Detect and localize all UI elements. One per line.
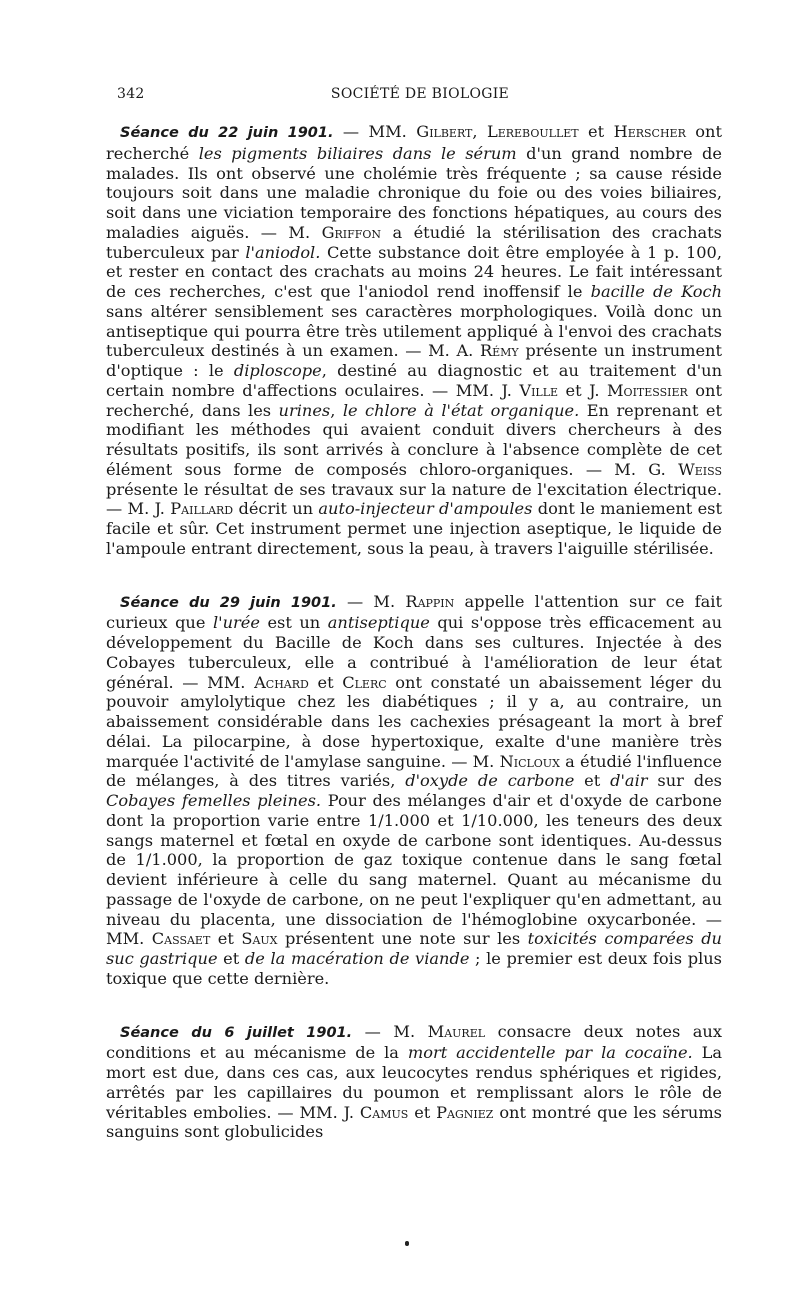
text-run: dont le maniement est facile et sûr. Cet instrument permet une injection aseptique, le liquide de l'ampoule entrant directement, sous la peau, à travers l'aiguille stérilisée. [106, 499, 722, 558]
text-run: ont recherché, dans les [106, 380, 722, 420]
author-name: Moitessier [606, 380, 688, 400]
stray-ink-dot [405, 1241, 409, 1246]
italic-phrase: mort accidentelle par la cocaïne. [407, 1043, 693, 1063]
text-run: ; le premier est deux fois plus toxique que cette dernière. [106, 949, 722, 988]
text-run: En reprenant et modifiant les méthodes qui avaient conduit divers chercheurs à des résultats positifs, ils sont arrivés à conclure à l'absence complète de cet élément sous forme de composés chloro-organiques. — M. G. [106, 400, 722, 479]
text-run: , [330, 400, 343, 420]
session-paragraph [106, 592, 722, 989]
page-header [117, 86, 723, 108]
text-run: — MM. [333, 122, 417, 141]
italic-phrase: antiseptique [327, 613, 430, 633]
session-paragraph [106, 122, 722, 559]
italic-phrase: toxicités comparées du suc gastrique [106, 929, 722, 968]
italic-phrase: l'urée [212, 613, 260, 633]
text-run: et [574, 771, 611, 791]
text-run: Cette substance doit être employée à 1 p. 100, et rester en contact des crachats au moins 24 heures. Le fait intéressant de ces recherches, c'est que l'aniodol rend inoffensif le [106, 242, 722, 301]
text-run: et [308, 672, 343, 692]
author-name: Cassaet [151, 929, 211, 949]
italic-phrase: d'oxyde de carbone [405, 771, 575, 791]
session-date: Séance du 6 juillet 1901. [120, 1024, 353, 1041]
text-run: , [472, 122, 487, 141]
author-name: Pagniez [436, 1102, 494, 1122]
italic-phrase: d'air [610, 771, 648, 791]
author-name: Herscher [613, 122, 686, 141]
italic-phrase: diploscope [233, 361, 322, 380]
text-run: et [578, 122, 614, 141]
text-run: sur des [647, 771, 722, 791]
author-name: Clerc [342, 672, 387, 692]
author-name: Weiss [678, 459, 722, 479]
session-paragraph [106, 1022, 722, 1143]
text-run: qui s'oppose très efficacement au développement du Bacille de Koch dans ses cultures. Injectée à des Cobayes tuberculeux, elle a contribué à l'amélioration de leur état général. — MM. [106, 613, 722, 692]
author-name: Lereboullet [486, 122, 579, 141]
author-name: Paillard [170, 499, 234, 519]
running-head: SOCIÉTÉ DE BIOLOGIE [330, 86, 510, 102]
text-run: et [408, 1102, 437, 1122]
text-run: et [217, 949, 245, 968]
italic-phrase: urines [278, 400, 331, 420]
author-name: Camus [359, 1102, 409, 1122]
session-date: Séance du 22 juin 1901. [120, 125, 334, 141]
text-run: présentent une note sur les [277, 929, 528, 949]
italic-phrase: les pigments biliaires dans le sérum [198, 143, 517, 163]
text-run: sans altérer sensiblement ses caractères morphologiques. Voilà donc un antiseptique qui pourra être très utilement appliqué à l'envoi des crachats tuberculeux destinés à un examen. — M. A. [106, 301, 722, 361]
author-name: Maurel [427, 1021, 486, 1041]
italic-phrase: Cobayes femelles pleines. [106, 791, 322, 810]
text-run: d'un grand nombre de malades. Ils ont observé une cholémie très fréquente ; sa cause réside toujours soit dans une maladie chronique du foie ou des voies biliaires, soit dans une viciation temporaire des fonctions hépatiques, au cours des maladies aiguës. — M. [106, 143, 722, 242]
text-run: ont montré que les sérums sanguins sont globulicides [106, 1102, 722, 1142]
author-name: Gilbert [416, 122, 473, 141]
author-name: Ville [519, 380, 559, 400]
text-run: est un [259, 613, 328, 633]
italic-phrase: le chlore à l'état organique. [342, 400, 580, 420]
text-run: ont constaté un abaissement léger du pouvoir amylolytique chez les diabétiques ; il y a, au contraire, un abaissement considérable dans les cachexies présageant la mort à bref délai. La pilocarpine, à dose hypertoxique, exalte d'une manière très marquée l'activité de l'amylase sanguine. — M. [106, 672, 722, 771]
text-run: Pour des mélanges d'air et d'oxyde de carbone dont la proportion varie entre 1/1.000 et 1/10.000, les teneurs des deux sangs maternel et fœtal en oxyde de carbone sont identiques. Au-dessus de 1/1.000, la proportion de gaz toxique contenue dans le sang fœtal devient inférieure à celle du sang maternel. Quant au mécanisme du passage de l'oxyde de carbone, on ne peut l'expliquer qu'en admettant, au niveau du placenta, une dissociation de l'hémoglobine oxycarbonée. — MM. [106, 791, 722, 949]
session-date: Séance du 29 juin 1901. [120, 594, 337, 611]
text-run: et [210, 929, 242, 949]
text-run: consacre deux notes aux conditions et au mécanisme de la [106, 1021, 722, 1063]
text-run: , destiné au diagnostic et au traitement d'un certain nombre d'affections oculaires. — MM. J. [106, 361, 722, 400]
italic-phrase: auto-injecteur d'ampoules [318, 499, 533, 519]
text-run: décrit un [233, 499, 319, 519]
text-run: — M. [352, 1021, 428, 1041]
text-run: et J. [558, 380, 607, 400]
text-body [106, 122, 722, 1175]
text-run: ont recherché [106, 122, 722, 163]
author-name: Nicloux [499, 751, 560, 771]
page-number: 342 [117, 86, 145, 102]
italic-phrase: de la macération de viande [244, 949, 470, 968]
text-run: La mort est due, dans ces cas, aux leucocytes rendus sphériques et rigides, arrêtés par les capillaires du poumon et remplissant alors le rôle de véritables embolies. — MM. J. [106, 1043, 723, 1122]
text-run: présente un instrument d'optique : le [106, 341, 722, 380]
author-name: Rappin [405, 591, 455, 611]
author-name: Saux [241, 929, 278, 949]
italic-phrase: bacille de Koch [590, 282, 722, 301]
text-run: a étudié l'influence de mélanges, à des titres variés, [106, 751, 722, 791]
author-name: Rémy [479, 341, 519, 361]
text-run: présente le résultat de ses travaux sur la nature de l'excitation électrique. — M. J. [106, 479, 722, 519]
text-run: — M. [336, 591, 406, 611]
italic-phrase: l'aniodol. [245, 242, 321, 262]
author-name: Achard [254, 672, 309, 692]
author-name: Griffon [321, 222, 382, 242]
text-run: appelle l'attention sur ce fait curieux que [106, 591, 722, 633]
text-run: a étudié la stérilisation des crachats tuberculeux par [106, 222, 722, 262]
